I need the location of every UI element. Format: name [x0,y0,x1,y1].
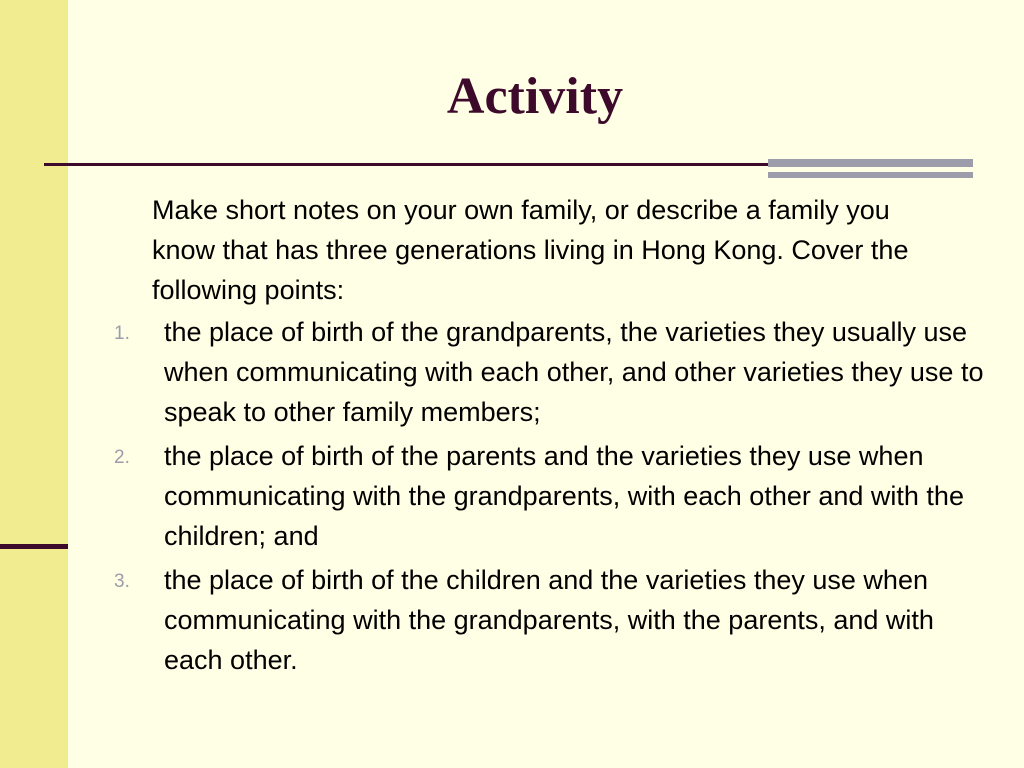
list-item-number: 2. [114,447,130,468]
title-divider [44,163,768,166]
list-item-text: the place of birth of the grandparents, the varieties they usually use when communicating with each other, and other varieties they use to speak to other family members; [164,317,984,427]
accent-bar-bottom [768,172,973,178]
points-list [106,312,986,680]
side-band-rule [0,544,68,549]
intro-paragraph: Make short notes on your own family, or describe a family you know that has three generations living in Hong Kong. Cover the following points: [152,195,909,305]
list-item-text: the place of birth of the parents and the varieties they use when communicating with the grandparents, with each other and with the children; and [164,441,964,551]
list-item-number: 1. [114,323,130,344]
list-item-text: the place of birth of the children and the varieties they use when communicating with the grandparents, with the parents, and with each other. [164,565,934,675]
accent-bar-top [768,159,973,167]
list-item [106,312,986,432]
list-item [106,560,986,680]
list-item [106,436,986,556]
slide-body [106,190,986,684]
list-item-number: 3. [114,571,130,592]
slide-title: Activity [446,68,624,125]
